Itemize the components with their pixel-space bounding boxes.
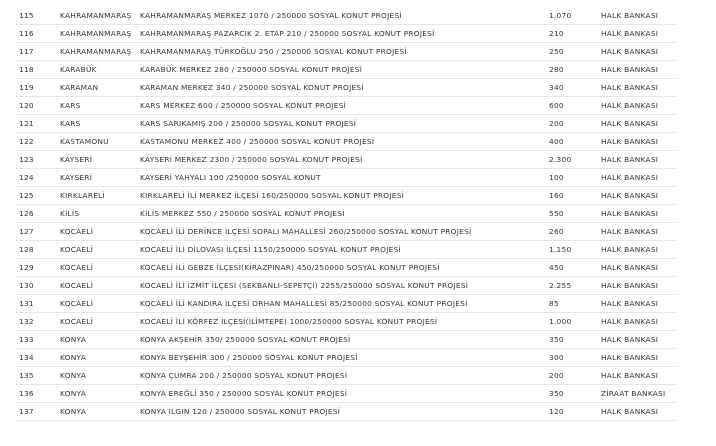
province-cell: KARS	[60, 115, 140, 133]
bank-name-cell: HALK BANKASI	[601, 349, 676, 367]
row-number-cell: 135	[16, 367, 60, 385]
project-name-cell: KOCAELİ İLİ GEBZE İLÇESİ(KİRAZPINAR) 450/250000 SOSYAL KONUT PROJESİ	[140, 259, 549, 277]
project-name-cell: KAYSERİ YAHYALI 100 /250000 SOSYAL KONUT	[140, 169, 549, 187]
unit-count-cell: 340	[549, 79, 601, 97]
project-name-cell: KARS MERKEZ 600 / 250000 SOSYAL KONUT PROJESİ	[140, 97, 549, 115]
unit-count-cell: 450	[549, 259, 601, 277]
table-row	[16, 133, 676, 151]
province-cell: KOCAELİ	[60, 259, 140, 277]
project-name-cell: KONYA EREĞLİ 350 / 250000 SOSYAL KONUT PROJESİ	[140, 385, 549, 403]
project-name-cell: KONYA ÇUMRA 200 / 250000 SOSYAL KONUT PROJESİ	[140, 367, 549, 385]
unit-count-cell: 550	[549, 205, 601, 223]
bank-name-cell: HALK BANKASI	[601, 151, 676, 169]
project-name-cell: KOCAELİ İLİ DERİNCE İLÇESİ SOPALI MAHALLESİ 260/250000 SOSYAL KONUT PROJESİ	[140, 223, 549, 241]
bank-name-cell: HALK BANKASI	[601, 313, 676, 331]
row-number-cell: 122	[16, 133, 60, 151]
bank-name-cell: HALK BANKASI	[601, 403, 676, 421]
project-name-cell: KOCAELİ İLİ DİLOVASI İLÇESİ 1150/250000 SOSYAL KONUT PROJESİ	[140, 241, 549, 259]
project-name-cell: KONYA AKŞEHİR 350/ 250000 SOSYAL KONUT PROJESİ	[140, 331, 549, 349]
project-name-cell: KİLİS MERKEZ 550 / 250000 SOSYAL KONUT PROJESİ	[140, 205, 549, 223]
row-number-cell: 132	[16, 313, 60, 331]
row-number-cell: 128	[16, 241, 60, 259]
table-row	[16, 241, 676, 259]
project-name-cell: KAHRAMANMARAŞ MERKEZ 1070 / 250000 SOSYAL KONUT PROJESİ	[140, 7, 549, 25]
row-number-cell: 134	[16, 349, 60, 367]
project-name-cell: KAHRAMANMARAŞ TÜRKOĞLU 250 / 250000 SOSYAL KONUT PROJESİ	[140, 43, 549, 61]
unit-count-cell: 210	[549, 25, 601, 43]
unit-count-cell: 1.150	[549, 241, 601, 259]
province-cell: KONYA	[60, 331, 140, 349]
row-number-cell: 124	[16, 169, 60, 187]
bank-name-cell: HALK BANKASI	[601, 169, 676, 187]
unit-count-cell: 1.070	[549, 7, 601, 25]
project-name-cell: KAYSERİ MERKEZ 2300 / 250000 SOSYAL KONUT PROJESİ	[140, 151, 549, 169]
table-row	[16, 205, 676, 223]
project-table	[16, 7, 676, 421]
project-name-cell: KOCAELİ İLİ KÖRFEZ İLÇESİ(İLİMTEPE) 1000/250000 SOSYAL KONUT PROJESİ	[140, 313, 549, 331]
bank-name-cell: HALK BANKASI	[601, 133, 676, 151]
project-name-cell: KAHRAMANMARAŞ PAZARCIK 2. ETAP 210 / 250000 SOSYAL KONUT PROJESİ	[140, 25, 549, 43]
table-row	[16, 97, 676, 115]
row-number-cell: 115	[16, 7, 60, 25]
row-number-cell: 129	[16, 259, 60, 277]
project-name-cell: KARABÜK MERKEZ 280 / 250000 SOSYAL KONUT PROJESİ	[140, 61, 549, 79]
row-number-cell: 118	[16, 61, 60, 79]
province-cell: KIRKLARELİ	[60, 187, 140, 205]
table-row	[16, 349, 676, 367]
province-cell: KAHRAMANMARAŞ	[60, 7, 140, 25]
unit-count-cell: 2.300	[549, 151, 601, 169]
unit-count-cell: 100	[549, 169, 601, 187]
table-row	[16, 79, 676, 97]
unit-count-cell: 1.000	[549, 313, 601, 331]
bank-name-cell: HALK BANKASI	[601, 25, 676, 43]
bank-name-cell: HALK BANKASI	[601, 205, 676, 223]
province-cell: KAHRAMANMARAŞ	[60, 25, 140, 43]
province-cell: KARABÜK	[60, 61, 140, 79]
table-row	[16, 25, 676, 43]
province-cell: KAYSERİ	[60, 169, 140, 187]
table-row	[16, 385, 676, 403]
row-number-cell: 125	[16, 187, 60, 205]
unit-count-cell: 600	[549, 97, 601, 115]
province-cell: KOCAELİ	[60, 223, 140, 241]
project-name-cell: KOCAELİ İLİ İZMİT İLÇESİ (SEKBANLI-SEPETÇİ) 2255/250000 SOSYAL KONUT PROJESİ	[140, 277, 549, 295]
bank-name-cell: HALK BANKASI	[601, 259, 676, 277]
unit-count-cell: 350	[549, 385, 601, 403]
bank-name-cell: HALK BANKASI	[601, 79, 676, 97]
province-cell: KOCAELİ	[60, 241, 140, 259]
unit-count-cell: 2.255	[549, 277, 601, 295]
table-row	[16, 43, 676, 61]
unit-count-cell: 160	[549, 187, 601, 205]
unit-count-cell: 200	[549, 367, 601, 385]
table-row	[16, 151, 676, 169]
province-cell: KOCAELİ	[60, 295, 140, 313]
row-number-cell: 136	[16, 385, 60, 403]
bank-name-cell: HALK BANKASI	[601, 367, 676, 385]
unit-count-cell: 350	[549, 331, 601, 349]
table-row	[16, 295, 676, 313]
row-number-cell: 121	[16, 115, 60, 133]
table-row	[16, 61, 676, 79]
table-row	[16, 7, 676, 25]
table-row	[16, 367, 676, 385]
row-number-cell: 123	[16, 151, 60, 169]
project-name-cell: KONYA BEYŞEHİR 300 / 250000 SOSYAL KONUT PROJESİ	[140, 349, 549, 367]
province-cell: KOCAELİ	[60, 313, 140, 331]
project-name-cell: KOCAELİ İLİ KANDIRA İLÇESİ ORHAN MAHALLESİ 85/250000 SOSYAL KONUT PROJESİ	[140, 295, 549, 313]
province-cell: KARAMAN	[60, 79, 140, 97]
province-cell: KASTAMONU	[60, 133, 140, 151]
table-row	[16, 277, 676, 295]
bank-name-cell: HALK BANKASI	[601, 277, 676, 295]
row-number-cell: 119	[16, 79, 60, 97]
project-name-cell: KONYA ILGIN 120 / 250000 SOSYAL KONUT PROJESİ	[140, 403, 549, 421]
bank-name-cell: HALK BANKASI	[601, 61, 676, 79]
row-number-cell: 137	[16, 403, 60, 421]
table-row	[16, 187, 676, 205]
table-body	[16, 7, 676, 421]
unit-count-cell: 250	[549, 43, 601, 61]
row-number-cell: 131	[16, 295, 60, 313]
province-cell: KONYA	[60, 349, 140, 367]
bank-name-cell: HALK BANKASI	[601, 223, 676, 241]
table-row	[16, 223, 676, 241]
table-row	[16, 331, 676, 349]
row-number-cell: 130	[16, 277, 60, 295]
bank-name-cell: HALK BANKASI	[601, 43, 676, 61]
table-row	[16, 169, 676, 187]
row-number-cell: 126	[16, 205, 60, 223]
unit-count-cell: 200	[549, 115, 601, 133]
project-name-cell: KASTAMONU MERKEZ 400 / 250000 SOSYAL KONUT PROJESİ	[140, 133, 549, 151]
bank-name-cell: HALK BANKASI	[601, 295, 676, 313]
province-cell: KONYA	[60, 385, 140, 403]
project-name-cell: KIRKLARELİ İLİ MERKEZ İLÇESİ 160/250000 SOSYAL KONUT PROJESİ	[140, 187, 549, 205]
row-number-cell: 120	[16, 97, 60, 115]
unit-count-cell: 120	[549, 403, 601, 421]
bank-name-cell: ZİRAAT BANKASI	[601, 385, 676, 403]
bank-name-cell: HALK BANKASI	[601, 7, 676, 25]
project-name-cell: KARS SARIKAMIŞ 200 / 250000 SOSYAL KONUT PROJESİ	[140, 115, 549, 133]
unit-count-cell: 260	[549, 223, 601, 241]
table-row	[16, 259, 676, 277]
bank-name-cell: HALK BANKASI	[601, 97, 676, 115]
unit-count-cell: 400	[549, 133, 601, 151]
row-number-cell: 117	[16, 43, 60, 61]
province-cell: KONYA	[60, 403, 140, 421]
row-number-cell: 116	[16, 25, 60, 43]
bank-name-cell: HALK BANKASI	[601, 241, 676, 259]
project-name-cell: KARAMAN MERKEZ 340 / 250000 SOSYAL KONUT PROJESİ	[140, 79, 549, 97]
bank-name-cell: HALK BANKASI	[601, 331, 676, 349]
table-row	[16, 115, 676, 133]
bank-name-cell: HALK BANKASI	[601, 115, 676, 133]
bank-name-cell: HALK BANKASI	[601, 187, 676, 205]
province-cell: KOCAELİ	[60, 277, 140, 295]
table-row	[16, 313, 676, 331]
province-cell: KONYA	[60, 367, 140, 385]
province-cell: KAYSERİ	[60, 151, 140, 169]
unit-count-cell: 280	[549, 61, 601, 79]
province-cell: KİLİS	[60, 205, 140, 223]
province-cell: KAHRAMANMARAŞ	[60, 43, 140, 61]
province-cell: KARS	[60, 97, 140, 115]
unit-count-cell: 300	[549, 349, 601, 367]
unit-count-cell: 85	[549, 295, 601, 313]
table-row	[16, 403, 676, 421]
row-number-cell: 127	[16, 223, 60, 241]
row-number-cell: 133	[16, 331, 60, 349]
